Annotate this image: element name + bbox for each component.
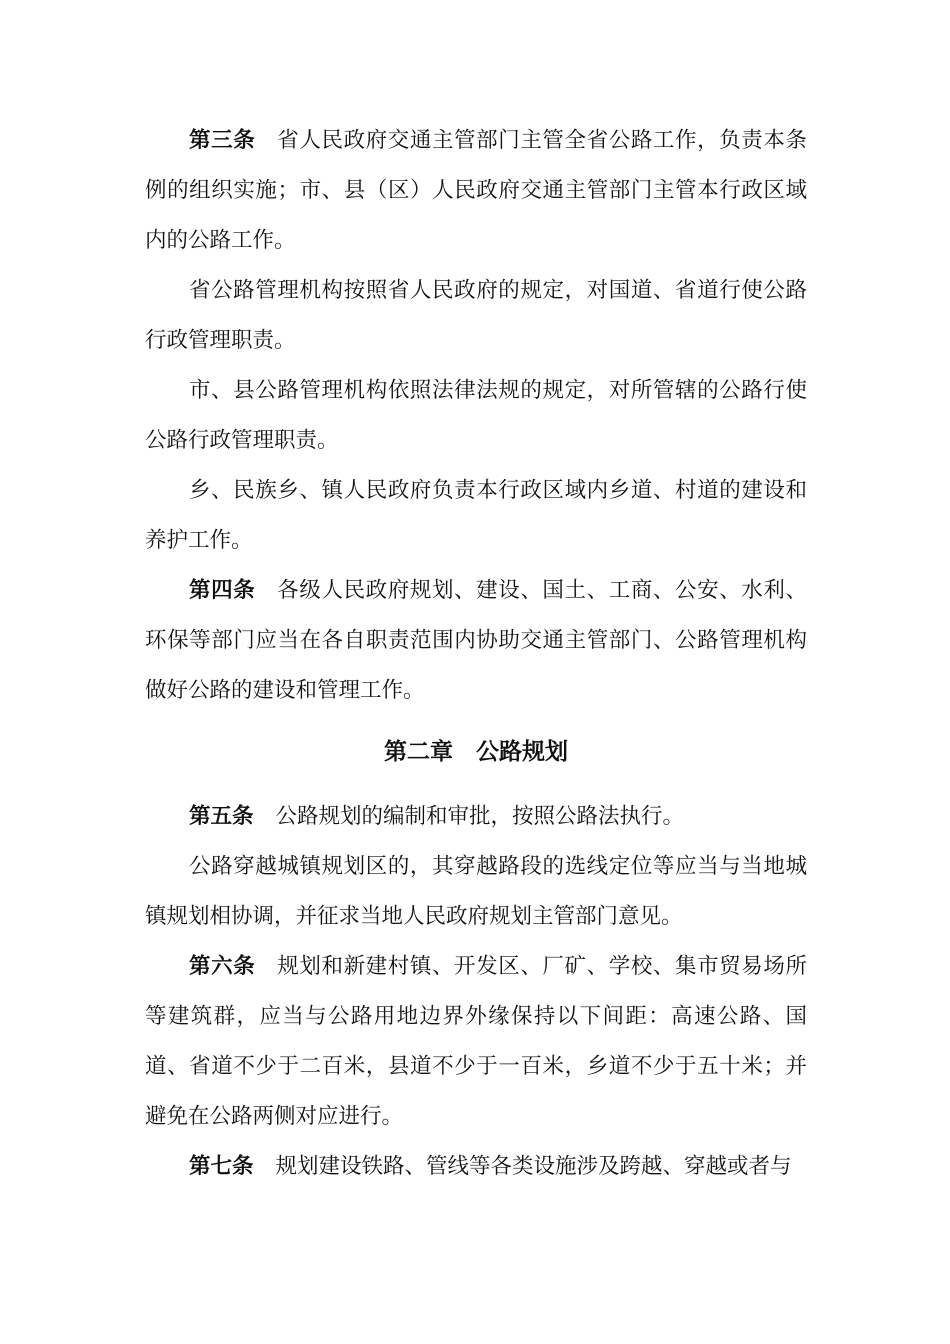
paragraph-article-5	[145, 792, 807, 842]
paragraph-text: 市、县公路管理机构依照法律法规的规定，对所管辖的公路行使公路行政管理职责。	[145, 378, 807, 453]
document-body	[145, 116, 807, 1192]
paragraph-text: 公路规划的编制和审批，按照公路法执行。	[275, 804, 685, 829]
paragraph-text: 各级人民政府规划、建设、国土、工商、公安、水利、环保等部门应当在各自职责范围内协助交通主管部门、公路管理机构做好公路的建设和管理工作。	[145, 578, 807, 703]
article-number: 第六条	[189, 954, 256, 979]
paragraph-text: 省公路管理机构按照省人民政府的规定，对国道、省道行使公路行政管理职责。	[145, 278, 807, 353]
paragraph-text: 公路穿越城镇规划区的，其穿越路段的选线定位等应当与当地城镇规划相协调，并征求当地人民政府规划主管部门意见。	[145, 854, 807, 929]
article-number: 第七条	[189, 1154, 254, 1179]
paragraph-article-7	[145, 1142, 807, 1192]
paragraph-urban-crossing	[145, 842, 807, 942]
paragraph-article-6	[145, 942, 807, 1142]
paragraph-text: 乡、民族乡、镇人民政府负责本行政区域内乡道、村道的建设和养护工作。	[145, 478, 807, 553]
article-number: 第三条	[189, 128, 256, 153]
paragraph-text: 规划和新建村镇、开发区、厂矿、学校、集市贸易场所等建筑群，应当与公路用地边界外缘保持以下间距：高速公路、国道、省道不少于二百米，县道不少于一百米，乡道不少于五十米；并避免在公路两侧对应进行。	[145, 954, 807, 1129]
article-number: 第四条	[189, 578, 256, 603]
article-number: 第五条	[189, 804, 254, 829]
paragraph-township-government	[145, 466, 807, 566]
paragraph-text: 省人民政府交通主管部门主管全省公路工作，负责本条例的组织实施；市、县（区）人民政府交通主管部门主管本行政区域内的公路工作。	[145, 128, 807, 253]
paragraph-article-3	[145, 116, 807, 266]
paragraph-provincial-agency	[145, 266, 807, 366]
paragraph-text: 规划建设铁路、管线等各类设施涉及跨越、穿越或者与	[275, 1154, 792, 1179]
paragraph-article-4	[145, 566, 807, 716]
paragraph-city-county-agency	[145, 366, 807, 466]
chapter-heading: 第二章 公路规划	[384, 739, 568, 765]
